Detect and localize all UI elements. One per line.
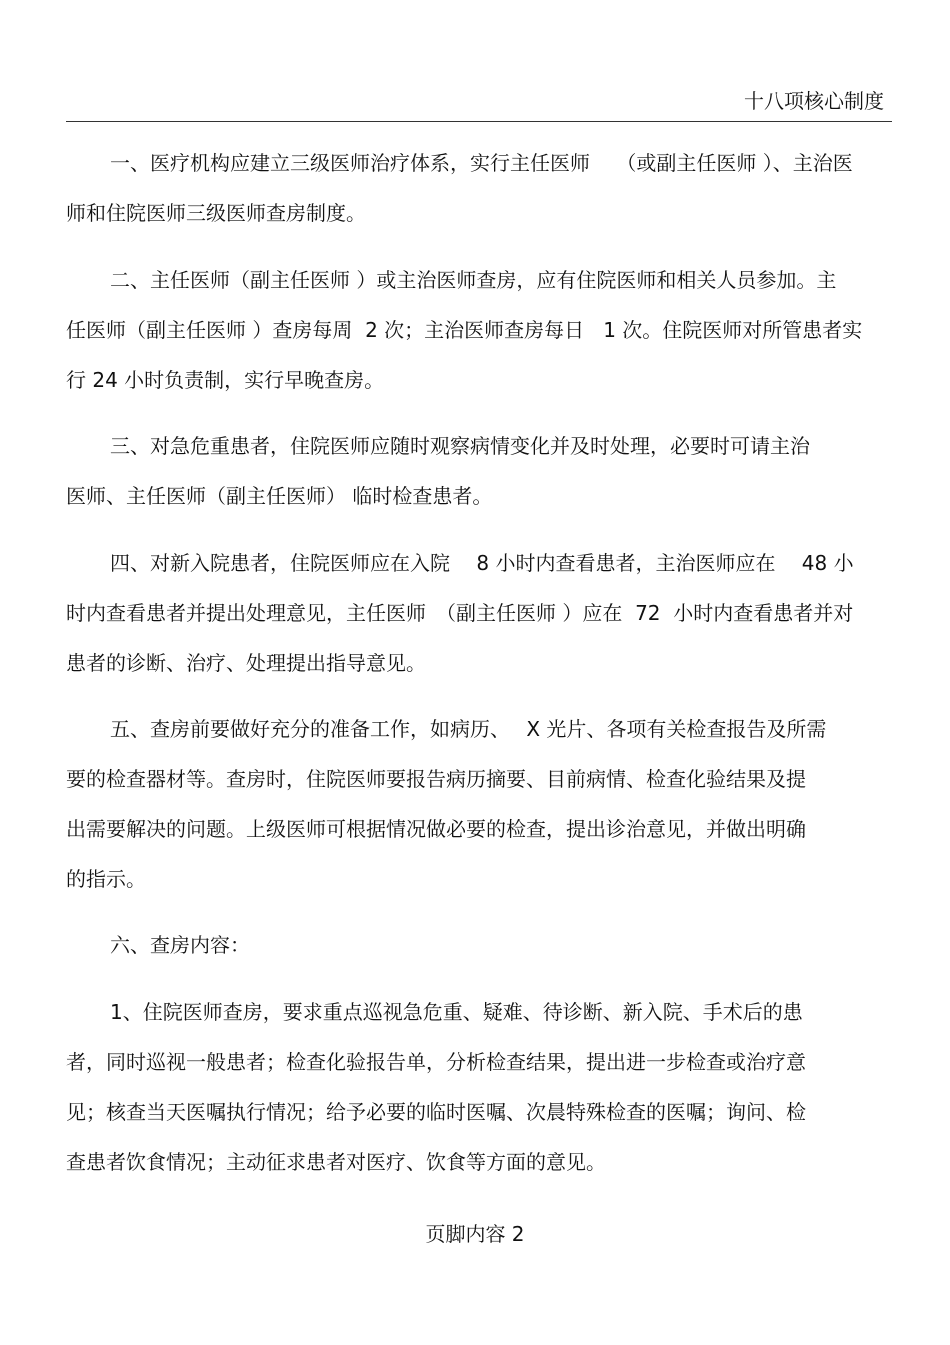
paragraph-5-line-1: 五、查房前要做好充分的准备工作，如病历、 X 光片、各项有关检查报告及所需 — [110, 717, 827, 741]
paragraph-3-line-2: 医师、主任医师（副主任医师） 临时检查患者。 — [66, 484, 493, 508]
paragraph-7-line-3: 见；核查当天医嘱执行情况；给予必要的临时医嘱、次晨特殊检查的医嘱；询问、检 — [66, 1100, 806, 1124]
paragraph-2-line-2: 任医师（副主任医师 ）查房每周 2 次；主治医师查房每日 1 次。住院医师对所管患者实 — [66, 318, 863, 342]
paragraph-7-line-2: 者，同时巡视一般患者；检查化验报告单，分析检查结果，提出进一步检查或治疗意 — [66, 1050, 806, 1074]
paragraph-5-line-3: 出需要解决的问题。上级医师可根据情况做必要的检查，提出诊治意见，并做出明确 — [66, 817, 806, 841]
paragraph-4-line-1: 四、对新入院患者，住院医师应在入院 8 小时内查看患者，主治医师应在 48 小 — [110, 551, 854, 575]
paragraph-4-line-2: 时内查看患者并提出处理意见，主任医师 （副主任医师 ）应在 72 小时内查看患者并对 — [66, 601, 854, 625]
page-footer: 页脚内容 2 — [425, 1222, 525, 1246]
paragraph-7-line-4: 查患者饮食情况；主动征求患者对医疗、饮食等方面的意见。 — [66, 1150, 606, 1174]
paragraph-1-line-1: 一、医疗机构应建立三级医师治疗体系，实行主任医师 （或副主任医师 ）、主治医 — [110, 151, 853, 175]
paragraph-3-line-1: 三、对急危重患者，住院医师应随时观察病情变化并及时处理，必要时可请主治 — [110, 434, 810, 458]
paragraph-7-line-1: 1、住院医师查房，要求重点巡视急危重、疑难、待诊断、新入院、手术后的患 — [110, 1000, 803, 1024]
paragraph-4-line-3: 患者的诊断、治疗、处理提出指导意见。 — [66, 651, 426, 675]
header-divider — [66, 121, 892, 122]
paragraph-6-line-1: 六、查房内容： — [110, 933, 250, 957]
page-header-title: 十八项核心制度 — [744, 89, 884, 113]
paragraph-5-line-2: 要的检查器材等。查房时，住院医师要报告病历摘要、目前病情、检查化验结果及提 — [66, 767, 806, 791]
paragraph-2-line-1: 二、主任医师（副主任医师 ）或主治医师查房，应有住院医师和相关人员参加。主 — [110, 268, 837, 292]
paragraph-2-line-3: 行 24 小时负责制，实行早晚查房。 — [66, 368, 385, 392]
paragraph-5-line-4: 的指示。 — [66, 867, 146, 891]
paragraph-1-line-2: 师和住院医师三级医师查房制度。 — [66, 201, 366, 225]
